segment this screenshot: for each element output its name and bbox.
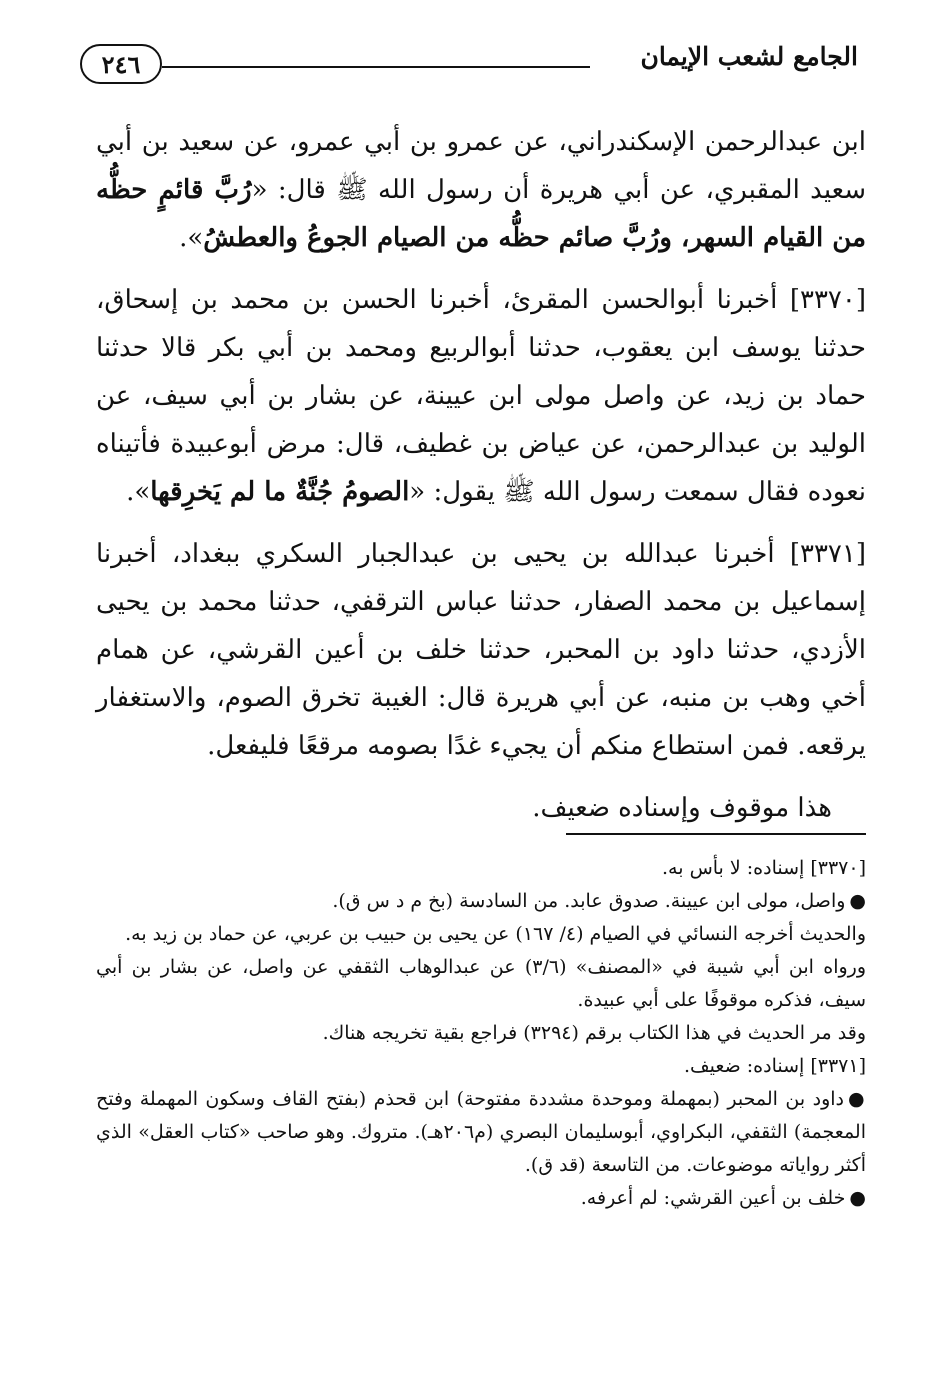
footnote-line: والحديث أخرجه النسائي في الصيام (٤/ ١٦٧) عن يحيى بن حبيب بن عربي، عن حماد بن زيد به. [125, 923, 866, 945]
paragraph [96, 118, 866, 262]
footnote-text: داود بن المحبر (بمهملة وموحدة مشددة مفتوحة) ابن قحذم (بفتح القاف وسكون المهملة وفتح المعجمة) الثقفي، البكراوي، أبوسليمان البصري (م٢٠٦هـ). متروك. وهو صاحب «كتاب العقل» الذي أكثر رواياته موضوعات. من التاسعة (قد ق). [96, 1088, 867, 1176]
footnote-text: خلف بن أعين القرشي: لم أعرفه. [580, 1187, 846, 1209]
footnote-heading: [٣٣٧٠] إسناده: لا بأس به. [662, 857, 866, 879]
footnote-heading: [٣٣٧١] إسناده: ضعيف. [683, 1055, 866, 1077]
footnote-bullet [96, 1182, 866, 1215]
paragraph: [٣٣٧١] أخبرنا عبدالله بن يحيى بن عبدالجبار السكري ببغداد، أخبرنا إسماعيل بن محمد الصفار، حدثنا عباس الترقفي، حدثنا محمد بن يحيى الأزدي، حدثنا داود بن المحبر، حدثنا خلف بن أعين القرشي، عن همام أخي وهب بن منبه، عن أبي هريرة قال: الغيبة تخرق الصوم، والاستغفار يرقعه. فمن استطاع منكم أن يجيء غدًا بصومه مرقعًا فليفعل. [96, 539, 866, 761]
paragraph-text: ». [126, 477, 151, 507]
paragraph-text: [٣٣٧٠] أخبرنا أبوالحسن المقرئ، أخبرنا الحسن بن محمد بن إسحاق، حدثنا يوسف ابن يعقوب، حدثنا أبوالربيع ومحمد بن أبي بكر قالا حدثنا حماد بن زيد، عن واصل مولى ابن عيينة، عن بشار بن أبي سيف، عن الوليد بن عبدالرحمن، عن عياض بن غطيف، قال: مرض أبوعبيدة فأتيناه نعوده فقال سمعت رسول الله ﷺ يقول: « [96, 285, 866, 507]
footnote-bullet [96, 1083, 866, 1182]
main-text [96, 118, 866, 846]
header-rule [162, 66, 590, 68]
footnote-separator [566, 833, 866, 835]
paragraph [96, 276, 866, 516]
paragraph-text: ابن عبدالرحمن الإسكندراني، عن عمرو بن أبي عمرو، عن سعيد بن أبي سعيد المقبري، عن أبي هريرة أن رسول الله ﷺ قال: « [96, 127, 866, 205]
paragraph-text: ». [179, 223, 204, 253]
bullet-icon: ● [848, 1088, 866, 1110]
footnote-line: ورواه ابن أبي شيبة في «المصنف» (٣/٦) عن عبدالوهاب الثقفي عن واصل، عن بشار بن أبي سيف، فذكره موقوفًا على أبي عبيدة. [96, 956, 866, 1011]
footnote-line: وقد مر الحديث في هذا الكتاب برقم (٣٢٩٤) فراجع بقية تخريجه هناك. [322, 1022, 866, 1044]
footnotes [96, 852, 866, 1215]
book-title: الجامع لشعب الإيمان [640, 42, 858, 71]
hadith-quote: رُبَّ قائمٍ حظُّه من القيام السهر، ورُبَّ صائم حظُّه من الصيام الجوعُ والعطشُ [96, 175, 866, 253]
page-header [80, 38, 858, 98]
bullet-icon: ● [849, 1187, 866, 1209]
grading-note: هذا موقوف وإسناده ضعيف. [532, 793, 832, 823]
footnote-text: واصل، مولى ابن عيينة. صدوق عابد. من السادسة (بخ م د س ق). [332, 890, 846, 912]
hadith-quote: الصومُ جُنَّةٌ ما لم يَخرِقها [150, 477, 410, 507]
footnote-bullet [96, 885, 866, 918]
page-number: ٢٤٦ [80, 44, 162, 84]
bullet-icon: ● [849, 890, 866, 912]
